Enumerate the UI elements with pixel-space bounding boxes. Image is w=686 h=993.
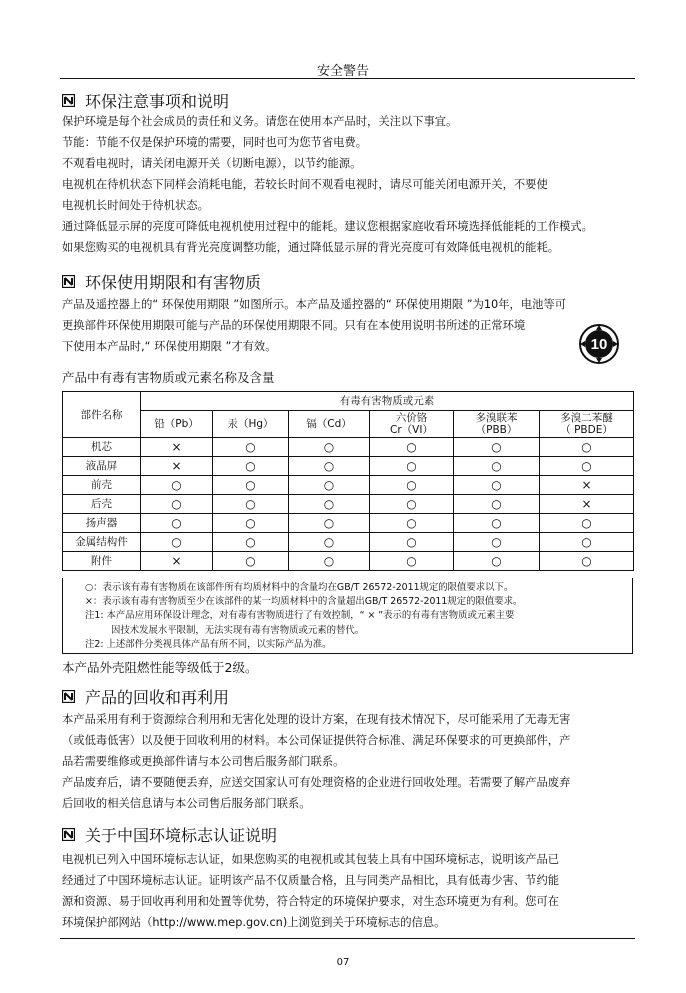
substance-mark-cell: ○	[141, 495, 213, 514]
section-heading-eco-notes	[62, 89, 229, 112]
substance-column-header	[454, 411, 540, 438]
substance-mark-cell: ○	[370, 476, 454, 495]
substance-mark-cell: ○	[454, 552, 540, 571]
substance-mark-cell: ○	[141, 533, 213, 552]
eco-period-10-badge	[578, 323, 620, 365]
substance-mark-cell: ○	[289, 438, 370, 457]
column-header-line1: 六价铬	[395, 412, 428, 424]
part-name-cell: 机芯	[63, 438, 141, 457]
part-name-cell: 金属结构件	[63, 533, 141, 552]
part-name-cell: 前壳	[63, 476, 141, 495]
text-line: 保护环境是每个社会成员的责任和义务。请您在使用本产品时，关注以下事宜。	[62, 115, 458, 128]
text-line: 下使用本产品时,“ 环保使用期限 ”才有效。	[62, 340, 277, 353]
substance-column-header	[540, 411, 634, 438]
table-row	[63, 533, 634, 552]
note-2: 注2: 上述部件分类视具体产品有所不同，以实际产品为准。	[85, 638, 332, 650]
part-name-header: 部件名称	[63, 392, 141, 438]
table-title: 产品中有毒有害物质或元素名称及含量	[62, 370, 275, 385]
table-row	[63, 476, 634, 495]
part-name-cell: 扬声器	[63, 514, 141, 533]
checkbox-icon	[62, 275, 75, 288]
substance-column-header	[141, 411, 213, 438]
text-line: 环境保护部网站（http://www.mep.gov.cn)上浏览到关于环境标志的信息。	[62, 916, 446, 929]
substance-mark-cell: ○	[454, 457, 540, 476]
table-row	[63, 514, 634, 533]
checkbox-icon	[62, 94, 75, 107]
substance-column-header	[213, 411, 289, 438]
substance-mark-cell: ○	[213, 552, 289, 571]
note-1-cont: 因技术发展水平限制，无法实现有毒有害物质或元素的替代。	[111, 624, 365, 636]
substance-mark-cell: ○	[370, 457, 454, 476]
substance-mark-cell: ○	[370, 514, 454, 533]
substance-mark-cell: ○	[289, 514, 370, 533]
checkbox-icon	[62, 828, 75, 841]
section-body-recycling	[62, 709, 642, 814]
substance-mark-cell: ○	[454, 514, 540, 533]
section-heading-env-label	[62, 823, 277, 846]
section-heading-eco-period	[62, 270, 261, 293]
substance-mark-cell: ○	[213, 533, 289, 552]
column-header-line2: （ PBDE）	[560, 424, 613, 436]
text-line: 不观看电视时，请关闭电源开关（切断电源），以节约能源。	[62, 157, 362, 170]
text-line: 电视机长时间处于待机状态。	[62, 199, 209, 212]
page-number: 07	[336, 957, 350, 968]
note-1: 注1: 本产品应用环保设计理念，对有毒有害物质进行了有效控制，“ × ”表示的有毒有害物质或元素主要	[85, 610, 515, 622]
section-title: 环保注意事项和说明	[85, 92, 230, 111]
substance-mark-cell: ○	[141, 514, 213, 533]
text-line: 节能：节能不仅是保护环境的需要，同时也可为您节省电费。	[62, 136, 368, 149]
substance-mark-cell: ○	[213, 476, 289, 495]
note-circle: ○：表示该有毒有害物质在该部件所有均质材料中的含量均在GB/T 26572-2011规定的限值要求以下。	[85, 582, 514, 593]
column-header-line1: 汞（Hg）	[227, 418, 274, 430]
substance-mark-cell: ×	[141, 552, 213, 571]
substance-mark-cell: ○	[540, 457, 634, 476]
substance-mark-cell: ○	[213, 457, 289, 476]
substance-mark-cell: ○	[370, 495, 454, 514]
section-body-eco-notes	[62, 111, 642, 258]
substance-column-header	[289, 411, 370, 438]
substance-mark-cell: ○	[289, 533, 370, 552]
substance-mark-cell: ×	[141, 438, 213, 457]
substance-mark-cell: ○	[289, 495, 370, 514]
table-notes	[62, 578, 633, 654]
column-header-line2: Cr（VI）	[390, 424, 433, 436]
substance-mark-cell: ○	[540, 533, 634, 552]
substance-mark-cell: ○	[454, 476, 540, 495]
substance-mark-cell: ○	[454, 438, 540, 457]
substance-mark-cell: ○	[289, 457, 370, 476]
checkbox-icon	[62, 690, 75, 703]
text-line: 品若需要维修或更换部件请与本公司售后服务部门联系。	[62, 755, 345, 768]
column-header-line1: 铅（Pb）	[154, 418, 199, 430]
hazardous-substance-table	[62, 391, 634, 571]
text-line: 如果您购买的电视机具有背光亮度调整功能，通过降低显示屏的背光亮度可有效降低电视机的能耗。	[62, 241, 560, 254]
text-line: 产品及遥控器上的“ 环保使用期限 ”如图所示。本产品及遥控器的“ 环保使用期限 ”为10年，电池等可	[62, 298, 567, 311]
table-row	[63, 438, 634, 457]
substance-mark-cell: ○	[370, 552, 454, 571]
substance-mark-cell: ○	[213, 514, 289, 533]
part-name-cell: 液晶屏	[63, 457, 141, 476]
part-name-cell: 附件	[63, 552, 141, 571]
substance-mark-cell: ○	[141, 476, 213, 495]
table-row	[63, 457, 634, 476]
column-header-line1: 多溴二苯醚	[560, 412, 613, 424]
text-line: （或低毒低害）以及便于回收利用的材料。本公司保证提供符合标准、满足环保要求的可更换部件，产	[62, 734, 571, 747]
footer-rule	[60, 938, 635, 939]
substance-mark-cell: ○	[370, 533, 454, 552]
substance-mark-cell: ○	[213, 495, 289, 514]
text-line: 产品废弃后，请不要随便丢弃，应送交国家认可有处理资格的企业进行回收处理。若需要了解产品废弃	[62, 776, 571, 789]
substance-mark-cell: ○	[289, 476, 370, 495]
flame-retardant-note: 本产品外壳阻燃性能等级低于2级。	[62, 660, 258, 675]
badge-label: 10	[590, 336, 608, 353]
text-line: 更换部件环保使用期限可能与产品的环保使用期限不同。只有在本使用说明书所述的正常环境	[62, 319, 526, 332]
section-title: 关于中国环境标志认证说明	[85, 826, 278, 845]
substance-mark-cell: ×	[540, 476, 634, 495]
table-row	[63, 552, 634, 571]
text-line: 电视机在待机状态下同样会消耗电能，若较长时间不观看电视时，请尽可能关闭电源开关，不要使	[62, 178, 548, 191]
text-line: 源和资源、易于回收再利用和处置等优势，符合特定的环境保护要求，对生态环境更为有利。您可在	[62, 895, 560, 908]
text-line: 后回收的相关信息请与本公司售后服务部门联系。	[62, 797, 311, 810]
text-line: 经通过了中国环境标志认证。证明该产品不仅质量合格，且与同类产品相比，具有低毒少害、节约能	[62, 874, 560, 887]
section-heading-recycling	[62, 685, 229, 708]
column-header-line1: 多溴联苯	[475, 412, 518, 424]
note-cross: ×：表示该有毒有害物质至少在该部件的某一均质材料中的含量超出GB/T 26572-2011规定的限值要求。	[85, 596, 523, 608]
substance-mark-cell: ○	[289, 552, 370, 571]
section-title: 环保使用期限和有害物质	[85, 273, 262, 292]
section-body-eco-period	[62, 294, 572, 357]
text-line: 电视机已列入中国环境标志认证，如果您购买的电视机或其包装上具有中国环境标志，说明该产品已	[62, 853, 560, 866]
substance-mark-cell: ○	[540, 552, 634, 571]
substance-mark-cell: ○	[540, 438, 634, 457]
text-line: 本产品采用有利于资源综合利用和无害化处理的设计方案，在现有技术情况下，尽可能采用了无毒无害	[62, 713, 571, 726]
column-header-line2: （PBB）	[475, 424, 518, 436]
substance-mark-cell: ○	[370, 438, 454, 457]
group-header: 有毒有害物质或元素	[141, 392, 634, 411]
page-title: 安全警告	[316, 64, 369, 79]
substance-mark-cell: ○	[454, 495, 540, 514]
substance-mark-cell: ○	[213, 438, 289, 457]
substance-mark-cell: ×	[540, 495, 634, 514]
section-body-env-label	[62, 849, 642, 933]
substance-column-header	[370, 411, 454, 438]
part-name-cell: 后壳	[63, 495, 141, 514]
header-rule	[60, 78, 635, 79]
text-line: 通过降低显示屏的亮度可降低电视机使用过程中的能耗。建议您根据家庭收看环境选择低能耗的工作模式。	[62, 220, 593, 233]
section-title: 产品的回收和再利用	[85, 688, 230, 707]
substance-mark-cell: ○	[454, 533, 540, 552]
substance-mark-cell: ×	[141, 457, 213, 476]
table-row	[63, 495, 634, 514]
column-header-line1: 镉（Cd）	[306, 418, 352, 430]
substance-mark-cell: ○	[540, 514, 634, 533]
